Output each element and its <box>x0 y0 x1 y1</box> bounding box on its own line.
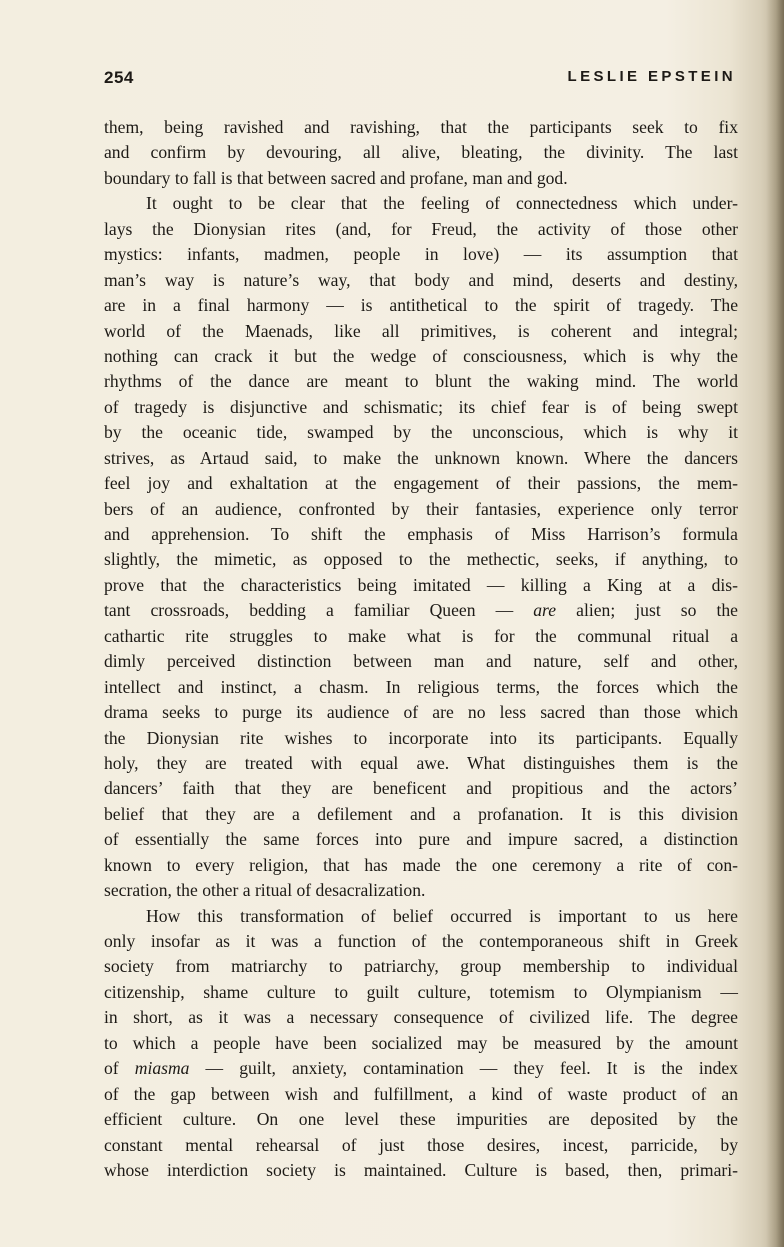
text-segment: prove that the characteristics being imitated — killing a King at a dis- <box>104 574 738 595</box>
text-line <box>104 878 738 903</box>
text-segment: drama seeks to purge its audience of are no less sacred than those which <box>104 702 738 723</box>
text-segment: of tragedy is disjunctive and schismatic; its chief fear is of being swept <box>104 396 738 417</box>
text-segment: constant mental rehearsal of just those desires, incest, parricide, by <box>104 1134 738 1155</box>
text-segment: belief that they are a defilement and a profanation. It is this division <box>104 803 738 824</box>
text-line <box>104 191 738 216</box>
text-line <box>104 242 738 267</box>
text-segment: by the oceanic tide, swamped by the unconscious, which is why it <box>104 422 738 443</box>
text-line <box>104 1005 738 1030</box>
text-segment: are in a final harmony — is antithetical to the spirit of tragedy. The <box>104 295 738 316</box>
italic-text: miasma <box>134 1058 190 1079</box>
text-segment: world of the Maenads, like all primitives, is coherent and integral; <box>104 320 738 341</box>
text-line <box>104 217 738 242</box>
text-segment: slightly, the mimetic, as opposed to the methectic, seeks, if anything, to <box>104 549 738 570</box>
text-segment: cathartic rite struggles to make what is for the communal ritual a <box>104 625 738 646</box>
text-line <box>104 1031 738 1056</box>
text-segment: nothing can crack it but the wedge of consciousness, which is why the <box>104 345 738 366</box>
text-line <box>104 420 738 445</box>
text-segment: citizenship, shame culture to guilt culture, totemism to Olympianism — <box>104 981 738 1002</box>
text-line <box>104 1158 738 1183</box>
text-segment: bers of an audience, confronted by their fantasies, experience only terror <box>104 498 738 519</box>
text-segment: only insofar as it was a function of the contemporaneous shift in Greek <box>104 931 738 951</box>
text-segment: lays the Dionysian rites (and, for Freud, the activity of those other <box>104 218 738 239</box>
text-segment: man’s way is nature’s way, that body and mind, deserts and destiny, <box>104 269 738 290</box>
text-segment: How this transformation of belief occurred is important to us here <box>146 905 738 926</box>
text-line <box>104 675 738 700</box>
text-segment: dancers’ faith that they are beneficent and propitious and the actors’ <box>104 778 738 799</box>
text-line <box>104 700 738 725</box>
running-head: LESLIE EPSTEIN <box>567 68 736 85</box>
text-line <box>104 624 738 649</box>
text-segment: society from matriarchy to patriarchy, group membership to individual <box>104 956 738 977</box>
text-segment: secration, the other a ritual of desacralization. <box>104 880 426 901</box>
text-segment: dimly perceived distinction between man and nature, self and other, <box>104 651 738 672</box>
text-segment: intellect and instinct, a chasm. In religious terms, the forces which the <box>104 676 738 697</box>
text-line <box>104 1133 738 1158</box>
text-segment: efficient culture. On one level these impurities are deposited by the <box>104 1109 738 1130</box>
text-line <box>104 1107 738 1132</box>
text-line <box>104 954 738 979</box>
text-segment: tant crossroads, bedding a familiar Queen — <box>104 600 534 621</box>
text-segment: of essentially the same forces into pure and impure sacred, a distinction <box>104 829 738 850</box>
text-line <box>104 268 738 293</box>
text-segment: known to every religion, that has made the one ceremony a rite of con- <box>104 854 738 875</box>
text-segment: to which a people have been socialized may be measured by the amount <box>104 1032 738 1053</box>
text-line <box>104 726 738 751</box>
page-edge-shadow <box>766 0 784 1247</box>
text-line <box>104 471 738 496</box>
text-line <box>104 827 738 852</box>
text-line <box>104 980 738 1005</box>
text-line <box>104 1056 738 1081</box>
text-segment: whose interdiction society is maintained. Culture is based, then, primari- <box>104 1159 738 1180</box>
text-line <box>104 395 738 420</box>
text-segment: It ought to be clear that the feeling of connectedness which under- <box>146 193 738 214</box>
text-line <box>104 293 738 318</box>
text-line <box>104 853 738 878</box>
text-segment: mystics: infants, madmen, people in love) — its assumption that <box>104 244 738 265</box>
text-segment: alien; just so the <box>556 600 738 621</box>
text-line <box>104 649 738 674</box>
page-number: 254 <box>104 68 134 87</box>
text-segment: in short, as it was a necessary consequence of civilized life. The degree <box>104 1007 738 1028</box>
text-line <box>104 369 738 394</box>
text-line <box>104 497 738 522</box>
text-line <box>104 166 738 191</box>
text-line <box>104 115 738 140</box>
text-segment: strives, as Artaud said, to make the unknown known. Where the dancers <box>104 447 738 468</box>
text-segment: of <box>104 1058 135 1079</box>
text-segment: feel joy and exhaltation at the engagement of their passions, the mem- <box>104 473 738 494</box>
text-segment: boundary to fall is that between sacred and profane, man and god. <box>104 167 568 188</box>
text-line <box>104 751 738 776</box>
page-header <box>104 68 736 94</box>
text-line <box>104 522 738 547</box>
text-line <box>104 776 738 801</box>
text-line <box>104 319 738 344</box>
text-segment: and apprehension. To shift the emphasis of Miss Harrison’s formula <box>104 524 738 544</box>
text-line <box>104 140 738 165</box>
text-line <box>104 598 738 623</box>
text-segment: the Dionysian rite wishes to incorporate into its participants. Equally <box>104 727 738 748</box>
text-segment: them, being ravished and ravishing, that the participants seek to fix <box>104 117 738 137</box>
body-text <box>104 115 738 1183</box>
text-line <box>104 929 738 954</box>
text-segment: rhythms of the dance are meant to blunt the waking mind. The world <box>104 371 738 392</box>
text-line <box>104 446 738 471</box>
text-line <box>104 344 738 369</box>
text-segment: and confirm by devouring, all alive, bleating, the divinity. The last <box>104 142 738 163</box>
text-line <box>104 573 738 598</box>
italic-text: are <box>533 600 557 621</box>
text-line <box>104 1082 738 1107</box>
text-segment: holy, they are treated with equal awe. What distinguishes them is the <box>104 752 738 773</box>
text-line <box>104 802 738 827</box>
text-segment: — guilt, anxiety, contamination — they feel. It is the index <box>189 1058 738 1079</box>
text-segment: of the gap between wish and fulfillment, a kind of waste product of an <box>104 1083 738 1104</box>
text-line <box>104 547 738 572</box>
text-line <box>104 904 738 929</box>
